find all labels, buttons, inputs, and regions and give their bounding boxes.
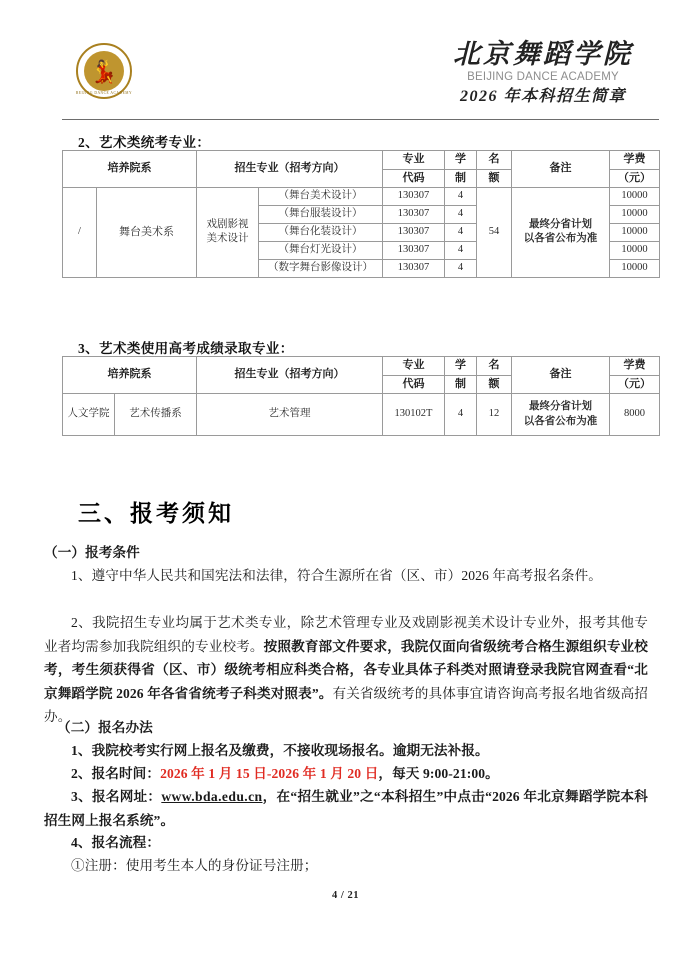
cell-college: / (63, 188, 97, 278)
paragraph-3: 1、我院校考实行网上报名及缴费，不接收现场报名。逾期无法补报。 (71, 743, 489, 758)
paragraph-1: 1、遵守中华人民共和国宪法和法律，符合生源所在省（区、市）2026 年高考报名条件。 (71, 568, 602, 583)
table-header-row (63, 357, 660, 376)
table-header-row (63, 151, 660, 170)
paragraph-2-part-a: 2、我院招生专业均属于艺术类专业，除艺术管理专业及戏剧影视美术设计专业外，报考其他专业者均需参加我院组织的专业校考。 (44, 615, 648, 654)
paragraph-4-prefix: 2、报名时间： (71, 766, 161, 781)
col-code-line2: 代码 (383, 375, 445, 394)
paragraph-5-suffix: ，在“招生就业”之“本科招生”中点击“2026 年北京舞蹈学院本科招生网上报名系统”。 (44, 789, 648, 828)
major-group-line2: 美术设计 (206, 233, 249, 245)
col-code-line1: 专业 (383, 357, 445, 376)
remark-line1: 最终分省计划 (529, 400, 592, 412)
document-header (62, 40, 658, 112)
cell-remark (512, 394, 610, 436)
cell-code: 130307 (383, 224, 445, 242)
cell-fee: 10000 (610, 188, 660, 206)
col-quota-line2: 额 (477, 375, 512, 394)
col-code-line2: 代码 (383, 169, 445, 188)
stats-exam-majors-table (62, 150, 660, 278)
table-row (63, 394, 660, 436)
cell-code: 130102T (383, 394, 445, 436)
gaokao-score-majors-table (62, 356, 660, 436)
paragraph-5 (44, 785, 648, 832)
cell-code: 130307 (383, 241, 445, 259)
col-dept: 培养院系 (63, 357, 197, 394)
cell-direction: （数字舞台影像设计） (259, 259, 383, 277)
col-fee-line1: 学费 (610, 357, 660, 376)
remark-line2: 以各省公布为准 (523, 233, 598, 245)
col-fee-line1: 学费 (610, 151, 660, 170)
cell-department: 舞台美术系 (97, 188, 197, 278)
cell-fee: 8000 (610, 394, 660, 436)
brand-subtitle: 2026 年本科招生简章 (459, 87, 626, 105)
cell-remark (512, 188, 610, 278)
cell-direction: （舞台灯光设计） (259, 241, 383, 259)
table-row (63, 188, 660, 206)
paragraph-5-prefix: 3、报名网址： (71, 789, 162, 804)
cell-fee: 10000 (610, 224, 660, 242)
page-title: 三、报考须知 (78, 501, 234, 526)
col-years-line1: 学 (445, 357, 477, 376)
section-3-heading: 3、艺术类使用高考成绩录取专业： (78, 341, 294, 356)
remark-line1: 最终分省计划 (529, 218, 592, 230)
brand-title-en: BEIJING DANCE ACADEMY (467, 71, 619, 84)
seal-ring-label: BEIJING DANCE ACADEMY (75, 91, 133, 95)
cell-code: 130307 (383, 188, 445, 206)
cell-direction: （舞台服装设计） (259, 206, 383, 224)
col-years-line2: 制 (445, 375, 477, 394)
cell-fee: 10000 (610, 241, 660, 259)
cell-major: 艺术管理 (197, 394, 383, 436)
col-code-line1: 专业 (383, 151, 445, 170)
cell-college: 人文学院 (63, 394, 115, 436)
paragraph-2 (44, 611, 648, 729)
cell-years: 4 (445, 259, 477, 277)
cell-years: 4 (445, 206, 477, 224)
cell-years: 4 (445, 394, 477, 436)
col-quota-line1: 名 (477, 151, 512, 170)
major-group-line1: 戏剧影视 (206, 218, 249, 230)
cell-quota: 54 (477, 188, 512, 278)
cell-quota: 12 (477, 394, 512, 436)
col-dept: 培养院系 (63, 151, 197, 188)
cell-years: 4 (445, 241, 477, 259)
dancer-figure-icon: 💃 (90, 58, 118, 84)
remark-line2: 以各省公布为准 (523, 415, 598, 427)
cell-direction: （舞台化装设计） (259, 224, 383, 242)
cell-years: 4 (445, 224, 477, 242)
registration-date-range: 2026 年 1 月 15 日-2026 年 1 月 20 日 (160, 766, 379, 781)
registration-url-link[interactable]: www.bda.edu.cn (161, 789, 263, 804)
col-fee-line2: （元） (610, 375, 660, 394)
paragraph-6: 4、报名流程： (71, 835, 161, 850)
page-footer: 4 / 21 (332, 890, 359, 901)
col-quota-line1: 名 (477, 357, 512, 376)
header-divider (62, 119, 659, 120)
col-major: 招生专业（招考方向） (197, 357, 383, 394)
subsection-1-heading: （一）报考条件 (44, 545, 140, 560)
paragraph-2-part-c: 有关省级统考的具体事宜请咨询高考报名地省级高招办。 (44, 685, 648, 724)
brand-title-cn: 北京舞蹈学院 (453, 39, 633, 69)
col-major: 招生专业（招考方向） (197, 151, 383, 188)
col-remark: 备注 (512, 151, 610, 188)
col-quota-line2: 额 (477, 169, 512, 188)
cell-direction: （舞台美术设计） (259, 188, 383, 206)
brand-block (428, 40, 658, 107)
cell-code: 130307 (383, 259, 445, 277)
paragraph-7: ①注册：使用考生本人的身份证号注册； (71, 858, 318, 873)
paragraph-4 (44, 762, 648, 786)
cell-code: 130307 (383, 206, 445, 224)
col-years-line2: 制 (445, 169, 477, 188)
seal-inner-disc (84, 51, 124, 91)
cell-years: 4 (445, 188, 477, 206)
cell-major-group (197, 188, 259, 278)
paragraph-2-part-b: 按照教育部文件要求，我院仅面向省级统考合格生源组织专业校考，考生须获得省（区、市）级统考相应科类合格，各专业具体子科类对照请登录我院官网查看“北京舞蹈学院 2026 年各省省统考子科类对照表”。 (44, 638, 648, 701)
paragraph-4-suffix: ，每天 9:00-21:00。 (378, 766, 499, 781)
cell-department: 艺术传播系 (115, 394, 197, 436)
cell-fee: 10000 (610, 206, 660, 224)
col-years-line1: 学 (445, 151, 477, 170)
dancer-seal-icon (76, 43, 132, 99)
cell-fee: 10000 (610, 259, 660, 277)
subsection-2-heading: （二）报名办法 (57, 720, 153, 735)
col-fee-line2: （元） (610, 169, 660, 188)
col-remark: 备注 (512, 357, 610, 394)
section-2-heading: 2、艺术类统考专业： (78, 135, 211, 150)
